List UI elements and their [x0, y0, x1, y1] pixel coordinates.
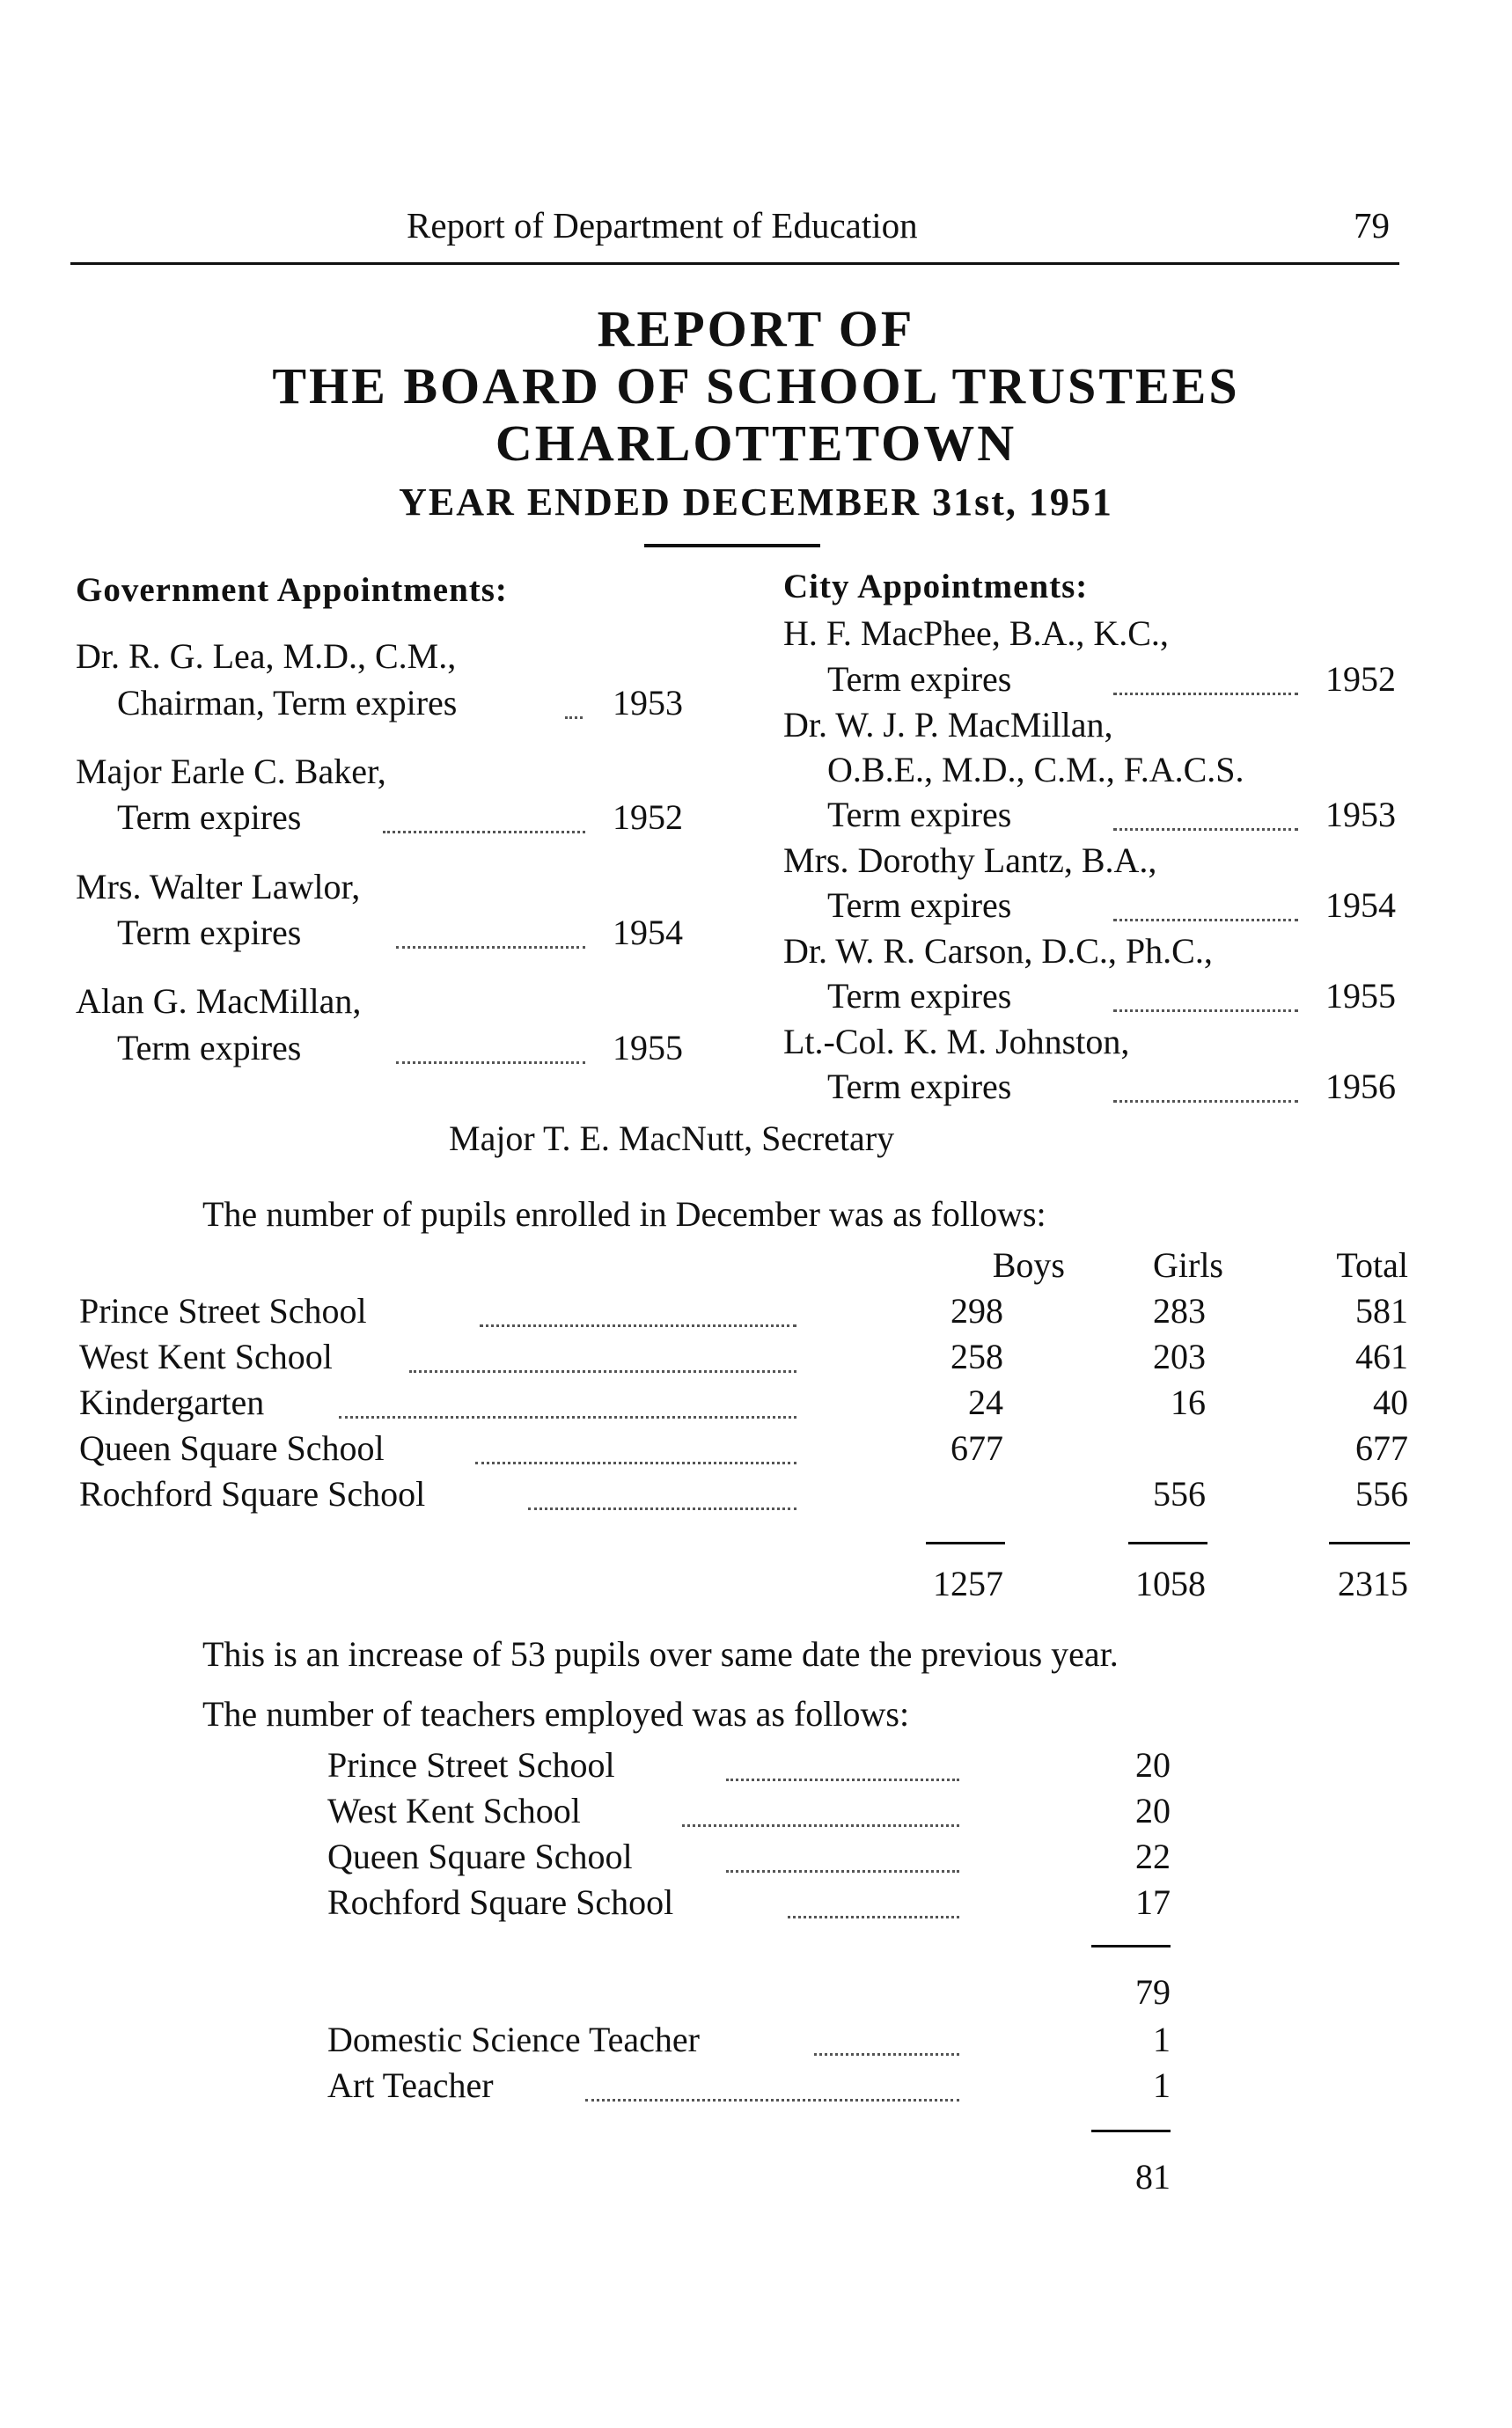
enrollment-boys: 298 — [951, 1291, 1003, 1331]
leader-dots — [409, 1370, 796, 1373]
leader-dots — [1113, 1009, 1298, 1012]
page-number: 79 — [1354, 205, 1390, 246]
city-year: 1953 — [1325, 795, 1396, 834]
teacher-count: 20 — [1135, 1745, 1171, 1785]
enrollment-total: 556 — [1355, 1474, 1408, 1514]
sum-rule-total — [1329, 1542, 1410, 1544]
city-term: Term expires — [827, 795, 1012, 834]
enrollment-grand-total: 2315 — [1338, 1564, 1408, 1603]
leader-dots — [1113, 828, 1298, 831]
col-header-total: Total — [1336, 1245, 1408, 1285]
leader-dots — [814, 2053, 959, 2056]
leader-dots — [565, 716, 583, 719]
enrollment-total: 40 — [1373, 1383, 1408, 1422]
teacher-count: 20 — [1135, 1791, 1171, 1830]
teacher-count: 22 — [1135, 1837, 1171, 1876]
teacher-count: 17 — [1135, 1882, 1171, 1922]
extra-teacher-role: Domestic Science Teacher — [327, 2020, 700, 2059]
extra-teacher-role: Art Teacher — [327, 2065, 494, 2105]
enrollment-total-boys: 1257 — [933, 1564, 1003, 1603]
header-rule — [70, 262, 1399, 265]
enrollment-girls: 556 — [1153, 1474, 1206, 1514]
enrollment-total-girls: 1058 — [1135, 1564, 1206, 1603]
gov-year: 1954 — [613, 913, 683, 952]
gov-term: Chairman, Term expires — [117, 683, 458, 723]
leader-dots — [396, 946, 585, 949]
enrollment-intro: The number of pupils enrolled in December was as follows: — [202, 1194, 1046, 1234]
total-rule — [1091, 2130, 1171, 2132]
leader-dots — [396, 1061, 585, 1064]
leader-dots — [480, 1324, 796, 1327]
col-header-boys: Boys — [992, 1245, 1065, 1285]
teacher-school: Prince Street School — [327, 1745, 615, 1785]
teachers-intro: The number of teachers employed was as follows: — [202, 1694, 910, 1734]
city-year: 1954 — [1325, 885, 1396, 925]
gov-name: Mrs. Walter Lawlor, — [76, 867, 361, 906]
enrollment-total: 461 — [1355, 1337, 1408, 1376]
gov-year: 1952 — [613, 797, 683, 837]
leader-dots — [339, 1416, 796, 1419]
report-title-line2: THE BOARD OF SCHOOL TRUSTEES — [272, 357, 1240, 414]
gov-term: Term expires — [117, 1028, 302, 1067]
government-heading: Government Appointments: — [76, 571, 508, 609]
leader-dots — [1113, 1100, 1298, 1103]
gov-year: 1953 — [613, 683, 683, 723]
leader-dots — [788, 1916, 959, 1918]
enrollment-school: Prince Street School — [79, 1291, 367, 1331]
increase-note: This is an increase of 53 pupils over same date the previous year. — [202, 1634, 1119, 1674]
leader-dots — [682, 1824, 959, 1827]
leader-dots — [726, 1870, 959, 1873]
city-year: 1952 — [1325, 659, 1396, 699]
running-title: Report of Department of Education — [407, 205, 918, 246]
report-title-line3: CHARLOTTETOWN — [495, 414, 1017, 472]
enrollment-school: Kindergarten — [79, 1383, 265, 1422]
teachers-subtotal: 79 — [1135, 1972, 1171, 2012]
extra-teacher-count: 1 — [1153, 2065, 1171, 2105]
enrollment-school: Rochford Square School — [79, 1474, 426, 1514]
city-name: Lt.-Col. K. M. Johnston, — [783, 1022, 1130, 1061]
sum-rule-boys — [926, 1542, 1005, 1544]
teacher-school: Queen Square School — [327, 1837, 633, 1876]
enrollment-boys: 24 — [968, 1383, 1003, 1422]
enrollment-total: 581 — [1355, 1291, 1408, 1331]
enrollment-girls: 203 — [1153, 1337, 1206, 1376]
city-name-continued: O.B.E., M.D., C.M., F.A.C.S. — [827, 750, 1244, 789]
gov-term: Term expires — [117, 797, 302, 837]
secretary: Major T. E. MacNutt, Secretary — [449, 1119, 895, 1158]
leader-dots — [383, 831, 585, 833]
city-heading: City Appointments: — [783, 568, 1089, 605]
teacher-school: Rochford Square School — [327, 1882, 674, 1922]
enrollment-total: 677 — [1355, 1428, 1408, 1468]
teacher-school: West Kent School — [327, 1791, 581, 1830]
col-header-girls: Girls — [1153, 1245, 1223, 1285]
enrollment-girls: 283 — [1153, 1291, 1206, 1331]
city-term: Term expires — [827, 1067, 1012, 1106]
gov-term: Term expires — [117, 913, 302, 952]
city-term: Term expires — [827, 885, 1012, 925]
enrollment-boys: 677 — [951, 1428, 1003, 1468]
subtotal-rule — [1091, 1945, 1171, 1948]
sum-rule-girls — [1128, 1542, 1207, 1544]
leader-dots — [1113, 693, 1298, 695]
city-name: Mrs. Dorothy Lantz, B.A., — [783, 840, 1157, 880]
leader-dots — [528, 1507, 796, 1510]
city-name: Dr. W. J. P. MacMillan, — [783, 705, 1113, 745]
city-year: 1955 — [1325, 976, 1396, 1016]
title-rule — [644, 544, 820, 547]
city-name: Dr. W. R. Carson, D.C., Ph.C., — [783, 931, 1213, 971]
gov-name: Major Earle C. Baker, — [76, 752, 386, 791]
leader-dots — [726, 1779, 959, 1781]
leader-dots — [1113, 919, 1298, 921]
report-title-line1: REPORT OF — [597, 300, 915, 357]
gov-year: 1955 — [613, 1028, 683, 1067]
gov-name: Alan G. MacMillan, — [76, 981, 362, 1021]
extra-teacher-count: 1 — [1153, 2020, 1171, 2059]
leader-dots — [475, 1462, 796, 1464]
city-term: Term expires — [827, 976, 1012, 1016]
city-name: H. F. MacPhee, B.A., K.C., — [783, 613, 1169, 653]
leader-dots — [585, 2099, 959, 2102]
enrollment-school: West Kent School — [79, 1337, 333, 1376]
report-subtitle: YEAR ENDED DECEMBER 31st, 1951 — [399, 480, 1113, 524]
city-term: Term expires — [827, 659, 1012, 699]
enrollment-girls: 16 — [1171, 1383, 1206, 1422]
city-year: 1956 — [1325, 1067, 1396, 1106]
teachers-total: 81 — [1135, 2157, 1171, 2197]
enrollment-boys: 258 — [951, 1337, 1003, 1376]
enrollment-school: Queen Square School — [79, 1428, 385, 1468]
gov-name: Dr. R. G. Lea, M.D., C.M., — [76, 636, 457, 676]
